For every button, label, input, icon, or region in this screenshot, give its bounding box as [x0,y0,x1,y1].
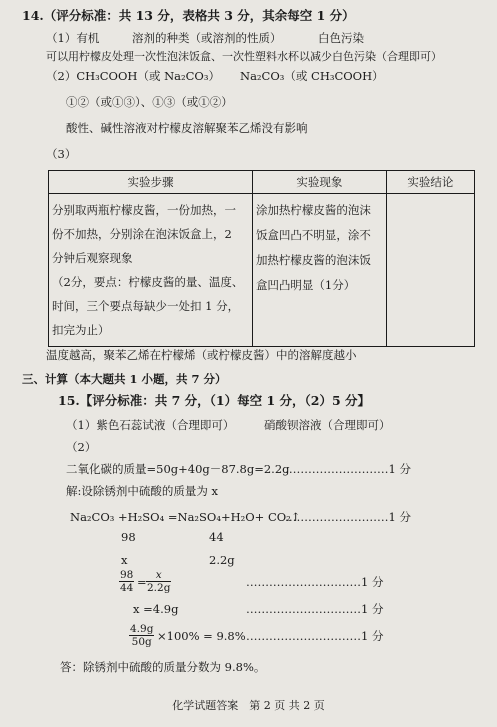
cell-phenomena [252,194,386,347]
step-line: 时间，三个要点每缺少一处扣 1 分， [52,299,240,313]
q15-part1-a: （1）紫色石蕊试液（合理即可） [66,418,235,432]
header-conclusion: 实验结论 [386,171,474,194]
score-dots-5: …………………………1 分 [246,629,384,643]
score-dots-3: …………………………1 分 [246,575,384,589]
q15-part1-b: 硝酸钡溶液（合理即可） [264,418,391,432]
molar-mass-co2: 44 [209,530,224,544]
percent-fraction: $\frac{4.9g}{50g}$ [130,623,154,648]
q15-part2: （2） [66,440,97,454]
step-line: 分别取两瓶柠檬皮酱，一份加热，一 [52,203,236,217]
section3-title: 三、计算（本大题共 1 小题，共 7 分） [22,372,227,386]
page-footer: 化学试题答案 第 2 页 共 2 页 [172,699,325,712]
q14-part1-c: 白色污染 [318,31,364,45]
x-result: x =4.9g [133,602,179,616]
q14-part1-b: 溶剂的种类（或溶剂的性质） [132,31,282,45]
reaction-equation: Na₂CO₃ +H₂SO₄ =Na₂SO₄+H₂O+ CO₂↑ [70,510,301,524]
percent-result: ×100% = 9.8% [157,629,246,643]
solve-line: 解:设除锈剂中硫酸的质量为 x [66,484,219,498]
q14-part2-line2: ①②（或①③）、①③（或①②） [66,95,233,109]
score-dots-4: …………………………1 分 [246,602,384,616]
final-answer: 答：除锈剂中硫酸的质量分数为 9.8%。 [60,660,266,674]
header-steps: 实验步骤 [49,171,253,194]
co2-mass-line: 二氧化碳的质量=50g+40g－87.8g=2.2g [66,462,290,476]
q14-part2-line3: 酸性、碱性溶液对柠檬皮溶解聚苯乙烯没有影响 [66,121,308,135]
step-line: 份不加热，分别涂在泡沫饭盒上，2 [52,227,232,241]
header-phenomena: 实验现象 [252,171,386,194]
q14-part1-a: （1）有机 [46,31,100,45]
q15-header: 15.【评分标准：共 7 分，（1）每空 1 分，（2）5 分】 [58,393,370,408]
phenomenon-line: 饭盒凹凸不明显，涂不 [255,228,371,242]
q14-part2-b: Na₂CO₃（或 CH₃COOH） [240,69,384,83]
unknown-x: x [121,553,128,567]
score-dots-2: ………………………1 分 [285,510,411,524]
q14-part2-a: （2）CH₃COOH（或 Na₂CO₃） [46,69,220,83]
molar-mass-h2so4: 98 [121,530,136,544]
experiment-table [48,170,475,347]
phenomenon-line: 涂加热柠檬皮酱的泡沫 [255,203,371,217]
step-line: 扣完为止） [52,323,110,337]
phenomenon-line: 加热柠檬皮酱的泡沫饭 [255,253,371,267]
q14-part1-line2: 可以用柠檬皮处理一次性泡沫饭盒、一次性塑料水杯以减少白色污染（合理即可） [46,50,442,63]
q14-part3: （3） [46,147,77,161]
table-header-row [49,171,475,194]
q14-header: 14.（评分标准：共 13 分，表格共 3 分，其余每空 1 分） [22,8,355,23]
ratio-fraction-right: $\frac{x}{2.2g}$ [147,569,171,594]
ratio-fraction-left: $\frac{98}{44}$ [120,569,134,594]
cell-conclusion [386,194,474,347]
table-row [49,194,475,347]
q14-after-table: 温度越高，聚苯乙烯在柠檬烯（或柠檬皮酱）中的溶解度越小 [46,348,357,362]
ratio-equals: = [137,575,147,589]
cell-steps [49,194,253,347]
score-dots-1: ………………………1 分 [285,462,411,476]
co2-mass-value: 2.2g [209,553,235,567]
phenomenon-line: 盒凹凸明显（1分） [255,278,356,292]
step-line: 分钟后观察现象 [52,251,133,265]
step-line: （2分，要点：柠檬皮酱的量、温度、 [52,275,244,289]
